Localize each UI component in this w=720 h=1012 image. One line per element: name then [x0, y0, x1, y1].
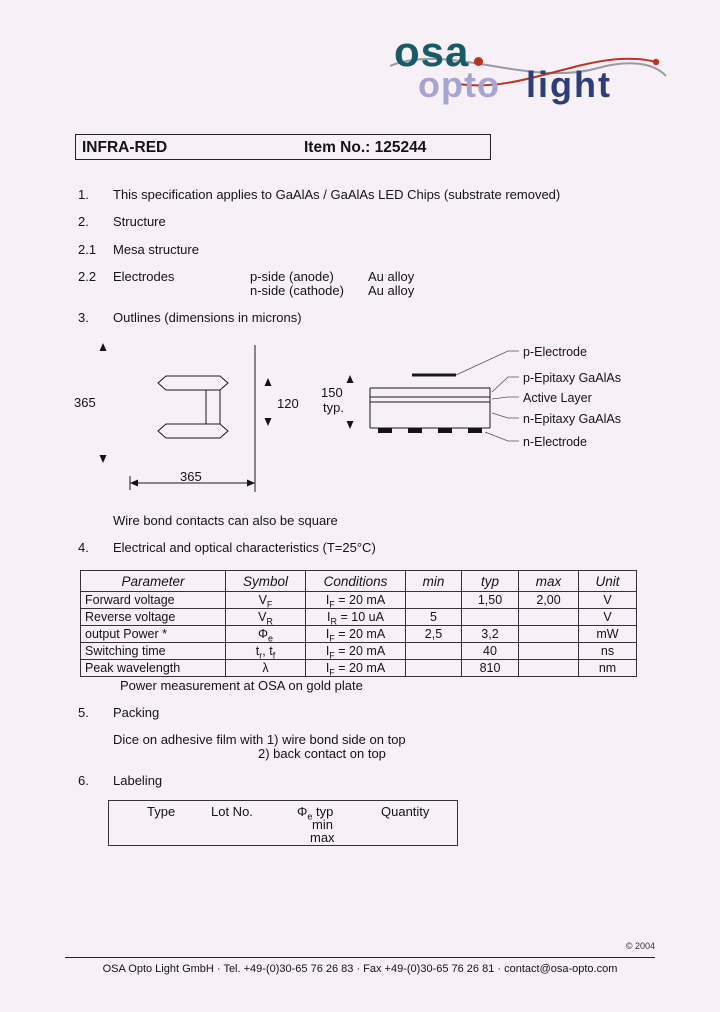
symbol-base-2: , t — [262, 644, 273, 658]
cell-conditions — [306, 626, 406, 643]
cond-rest: = 20 mA — [334, 627, 386, 641]
cell-parameter: output Power * — [81, 626, 226, 643]
section-3-text: Outlines (dimensions in microns) — [113, 310, 302, 325]
arrow-left-365 — [130, 480, 138, 487]
table-row — [81, 609, 637, 626]
cell-typ: 810 — [462, 660, 519, 677]
arrow-down-left-dim — [100, 455, 107, 463]
header-unit: Unit — [579, 571, 637, 592]
cell-min — [406, 643, 462, 660]
product-name: INFRA-RED — [82, 139, 168, 156]
table-row — [81, 660, 637, 677]
section-4-number: 4. — [78, 540, 89, 555]
cell-symbol — [226, 643, 306, 660]
label-n-electrode: n-Electrode — [523, 435, 587, 449]
chip-center-bar — [206, 390, 220, 424]
symbol-sub: r — [259, 650, 263, 660]
phi-sub: e — [307, 811, 313, 822]
label-p-electrode: p-Electrode — [523, 345, 587, 359]
labeling-table — [108, 800, 458, 846]
title-box — [75, 134, 491, 160]
section-2-2-number: 2.2 — [78, 269, 97, 284]
cell-typ: 3,2 — [462, 626, 519, 643]
table-row — [81, 643, 637, 660]
labeling-min: min — [312, 817, 333, 832]
arrow-up-left-dim — [100, 343, 107, 351]
header-conditions: Conditions — [306, 571, 406, 592]
symbol-base: λ — [262, 661, 269, 675]
section-3-number: 3. — [78, 310, 89, 325]
cell-typ — [462, 609, 519, 626]
labeling-col-quantity: Quantity — [381, 804, 430, 819]
wirebond-note: Wire bond contacts can also be square — [113, 513, 338, 528]
header-parameter: Parameter — [81, 571, 226, 592]
section-5-text: Packing — [113, 705, 160, 720]
arrow-down-120 — [265, 418, 272, 426]
item-number: Item No.: 125244 — [304, 139, 427, 156]
logo-osa-text: osa — [394, 28, 470, 75]
section-1-number: 1. — [78, 187, 89, 202]
dim-left-365: 365 — [74, 395, 96, 410]
n-electrode-pad — [378, 428, 392, 433]
phi-suffix: typ — [312, 804, 334, 819]
cell-conditions — [306, 592, 406, 609]
symbol-base: Φ — [258, 627, 268, 641]
cell-min — [406, 660, 462, 677]
section-2-text: Structure — [113, 214, 166, 229]
cell-min: 5 — [406, 609, 462, 626]
leader-active-layer — [492, 397, 519, 399]
characteristics-table — [80, 570, 637, 677]
cond-base: I — [325, 644, 330, 658]
red-wave-dot — [653, 59, 659, 65]
n-electrode-pad — [408, 428, 422, 433]
cell-conditions — [306, 609, 406, 626]
leader-n-electrode — [485, 432, 519, 441]
cell-symbol — [226, 626, 306, 643]
cell-max — [519, 609, 579, 626]
logo — [388, 28, 668, 116]
section-5-number: 5. — [78, 705, 89, 720]
cell-unit: nm — [579, 660, 637, 677]
labeling-col-type: Type — [147, 804, 176, 819]
cell-parameter: Reverse voltage — [81, 609, 226, 626]
header-typ: typ — [462, 571, 519, 592]
outline-diagram — [60, 335, 660, 515]
symbol-sub: R — [266, 616, 273, 626]
section-6-text: Labeling — [113, 773, 163, 788]
label-n-epitaxy: n-Epitaxy GaAlAs — [523, 412, 621, 426]
cond-sub: F — [329, 599, 335, 609]
phi-symbol: Φ — [297, 804, 308, 819]
leader-n-epitaxy — [492, 413, 519, 418]
symbol-base: V — [258, 593, 267, 607]
cond-sub: F — [329, 650, 335, 660]
cell-unit: V — [579, 592, 637, 609]
p-side-label: p-side (anode) — [250, 269, 334, 284]
label-active-layer: Active Layer — [523, 391, 592, 405]
symbol-sub: F — [266, 599, 273, 609]
table-row — [81, 592, 637, 609]
cell-min: 2,5 — [406, 626, 462, 643]
n-side-label: n-side (cathode) — [250, 283, 344, 298]
cond-rest: = 20 mA — [334, 661, 386, 675]
footer-contact: OSA Opto Light GmbH · Tel. +49-(0)30-65 76 26 83 · Fax +49-(0)30-65 76 26 81 · contact@osa-opto.com — [102, 963, 618, 975]
cond-rest: = 10 uA — [337, 610, 384, 624]
cell-parameter: Switching time — [81, 643, 226, 660]
header-min: min — [406, 571, 462, 592]
cell-min — [406, 592, 462, 609]
logo-light-text: light — [526, 64, 612, 105]
cell-symbol — [226, 592, 306, 609]
p-side-material: Au alloy — [368, 269, 415, 284]
cond-base: I — [325, 661, 330, 675]
cell-unit: V — [579, 609, 637, 626]
logo-opto-text: opto — [418, 64, 500, 105]
section-2-2-text: Electrodes — [113, 269, 175, 284]
cell-conditions — [306, 660, 406, 677]
cell-unit: mW — [579, 626, 637, 643]
symbol-sub: e — [267, 633, 273, 643]
cond-sub: R — [330, 616, 338, 626]
cond-sub: F — [329, 633, 335, 643]
cond-base: I — [325, 593, 330, 607]
cell-symbol — [226, 660, 306, 677]
labeling-max: max — [310, 830, 335, 845]
dim-bottom-365: 365 — [180, 469, 202, 484]
cell-typ: 1,50 — [462, 592, 519, 609]
footer-divider — [65, 957, 655, 958]
header-max: max — [519, 571, 579, 592]
cell-max: 2,00 — [519, 592, 579, 609]
section-2-1-number: 2.1 — [78, 242, 97, 257]
copyright-notice: © 2004 — [625, 941, 655, 951]
cond-base: I — [327, 610, 331, 624]
cell-typ: 40 — [462, 643, 519, 660]
table-footnote: Power measurement at OSA on gold plate — [120, 678, 363, 693]
cond-rest: = 20 mA — [334, 644, 386, 658]
n-electrode-pad — [468, 428, 482, 433]
cell-max — [519, 643, 579, 660]
header-symbol: Symbol — [226, 571, 306, 592]
n-side-material: Au alloy — [368, 283, 415, 298]
arrow-down-150 — [347, 421, 354, 429]
cell-max — [519, 626, 579, 643]
packing-line-1: Dice on adhesive film with 1) wire bond side on top — [113, 732, 406, 747]
label-p-epitaxy: p-Epitaxy GaAlAs — [523, 371, 621, 385]
cond-sub: F — [329, 667, 335, 677]
cell-max — [519, 660, 579, 677]
dim-120: 120 — [277, 396, 299, 411]
arrow-right-365 — [247, 480, 255, 487]
section-2-1-text: Mesa structure — [113, 242, 199, 257]
symbol-base: t — [255, 644, 260, 658]
section-4-text: Electrical and optical characteristics (T=25°C) — [113, 540, 376, 555]
section-1-text: This specification applies to GaAlAs / GaAlAs LED Chips (substrate removed) — [113, 187, 561, 202]
cell-symbol — [226, 609, 306, 626]
n-electrode-pad — [438, 428, 452, 433]
symbol-base: V — [258, 610, 267, 624]
table-header-row — [81, 571, 637, 592]
packing-line-2: 2) back contact on top — [258, 746, 386, 761]
cond-rest: = 20 mA — [334, 593, 386, 607]
section-6-number: 6. — [78, 773, 89, 788]
arrow-up-120 — [265, 378, 272, 386]
leader-p-epitaxy — [492, 377, 519, 392]
chip-bottom-pad — [158, 424, 228, 438]
cell-parameter: Peak wavelength — [81, 660, 226, 677]
cell-conditions — [306, 643, 406, 660]
section-2-number: 2. — [78, 214, 89, 229]
cell-unit: ns — [579, 643, 637, 660]
arrow-up-150 — [347, 375, 354, 383]
cond-base: I — [325, 627, 330, 641]
cell-parameter: Forward voltage — [81, 592, 226, 609]
table-row — [81, 626, 637, 643]
dim-150: 150 — [321, 385, 343, 400]
chip-top-pad — [158, 376, 228, 390]
dim-150-typ: typ. — [323, 400, 344, 415]
leader-p-electrode — [456, 351, 519, 375]
labeling-col-lot-no: Lot No. — [211, 804, 253, 819]
symbol-sub-2: f — [272, 650, 276, 660]
